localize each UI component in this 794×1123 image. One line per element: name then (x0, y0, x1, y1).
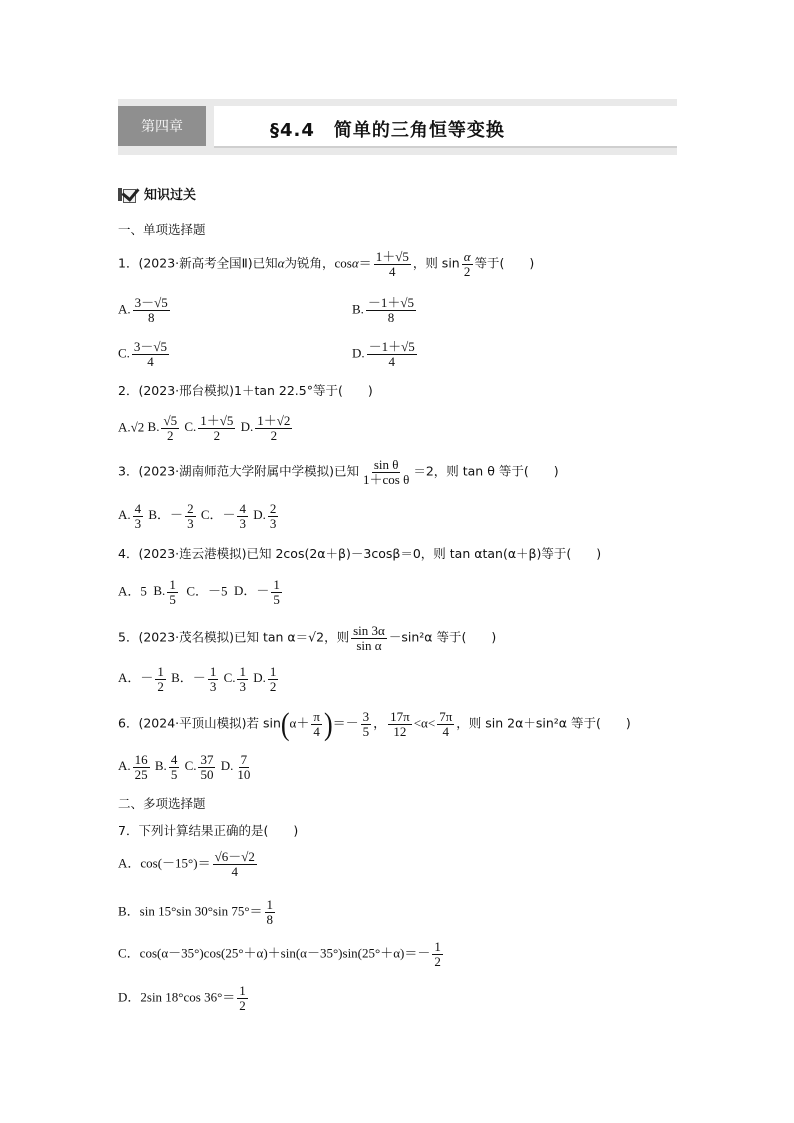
question-1-option-c[interactable]: C. $\frac{3-√5}{4}$ (118, 339, 168, 369)
question-2-option-b[interactable]: B. $\frac{√5}{2}$ (147, 413, 178, 443)
question-7-option-a[interactable]: A．cos(－15°)＝ $\frac{√6-√2}{4}$ (118, 849, 255, 879)
question-6-stem: 6．(2024·平顶山模拟)若 sin(α＋ $\frac{\pi}{4}$ )＝－ $\frac{3}{5}$ ， $\frac{17\pi}{12}$ <α< $\frac{7\pi}{4}$ ，则 sin 2α＋sin²α 等于( ) (118, 706, 631, 742)
checklist-icon (118, 186, 136, 202)
question-4-option-d[interactable]: D．－ $\frac{1}{5}$ (233, 577, 280, 607)
question-2-option-c[interactable]: C. $\frac{1+√5}{2}$ (184, 413, 234, 443)
question-5-option-b[interactable]: B．－ $\frac{1}{3}$ (171, 664, 217, 694)
question-4-option-b[interactable]: B. $\frac{1}{5}$ (153, 577, 176, 607)
question-3-option-c[interactable]: C．－ $\frac{4}{3}$ (200, 501, 246, 531)
question-5-option-a[interactable]: A．－ $\frac{1}{2}$ (118, 664, 164, 694)
question-1-option-d[interactable]: D. $\frac{-1+√5}{4}$ (352, 339, 415, 369)
question-6-option-d[interactable]: D. $\frac{7}{10}$ (220, 752, 251, 782)
question-3-options (118, 502, 280, 531)
part-multi-choice: 二、多项选择题 (118, 796, 206, 811)
section-heading (118, 184, 196, 203)
question-6-options (118, 753, 254, 782)
question-2-option-d[interactable]: D. $\frac{1+√2}{2}$ (240, 413, 291, 443)
question-4-stem: 4．(2023·连云港模拟)已知 2cos(2α＋β)－3cosβ＝0，则 tan αtan(α＋β)等于( ) (118, 546, 602, 561)
question-7-option-d[interactable]: D．2sin 18°cos 36°＝ $\frac{1}{2}$ (118, 983, 246, 1013)
question-7-option-b[interactable]: B．sin 15°sin 30°sin 75°＝ $\frac{1}{8}$ (118, 897, 274, 927)
chapter-tab: 第四章 (118, 106, 206, 146)
question-5-option-c[interactable]: C. $\frac{1}{3}$ (223, 664, 246, 694)
question-3-stem: 3．(2023·湖南师范大学附属中学模拟)已知 $\frac{\text{sin θ}}{\text{1＋cos θ}}$ ＝2，则 tan θ 等于( ) (118, 457, 559, 487)
question-1-option-b[interactable]: B. $\frac{-1+√5}{8}$ (352, 295, 415, 325)
question-1-option-a[interactable]: A. $\frac{3-√5}{8}$ (118, 295, 168, 325)
question-4-option-c[interactable]: C．－5 (186, 583, 228, 599)
question-2-stem: 2．(2023·邢台模拟)1＋tan 22.5°等于( ) (118, 383, 373, 398)
question-6-option-a[interactable]: A. $\frac{16}{25}$ (118, 752, 148, 782)
page-title: §4.4 简单的三角恒等变换 (270, 120, 505, 141)
question-4-options (118, 578, 284, 607)
question-7-stem: 7．下列计算结果正确的是( ) (118, 823, 299, 838)
question-3-option-d[interactable]: D. $\frac{2}{3}$ (253, 501, 277, 531)
question-6-option-c[interactable]: C. $\frac{37}{50}$ (184, 752, 214, 782)
question-3-option-a[interactable]: A. $\frac{4}{3}$ (118, 501, 142, 531)
section-title: 知识过关 (144, 188, 197, 203)
part-single-choice: 一、单项选择题 (118, 222, 206, 237)
question-2-option-a[interactable]: A.√2 (118, 419, 145, 435)
question-1-stem: 1．(2023·新高考全国Ⅱ)已知α为锐角，cosα＝ $\frac{1+√5}{4}$ ，则 sin $\frac{\alpha}{2}$ 等于( ) (118, 249, 535, 279)
question-6-option-b[interactable]: B. $\frac{4}{5}$ (154, 752, 178, 782)
question-5-stem: 5．(2023·茂名模拟)已知 tan α＝√2，则 $\frac{\sin 3\alpha}{\text{sin α}}$ －sin²α 等于( ) (118, 623, 497, 653)
question-4-option-a[interactable]: A．5 (118, 583, 147, 599)
question-2-options (118, 414, 294, 443)
question-3-option-b[interactable]: B．－ $\frac{2}{3}$ (148, 501, 194, 531)
question-5-option-d[interactable]: D. $\frac{1}{2}$ (253, 664, 277, 694)
question-7-option-c[interactable]: C．cos(α－35°)cos(25°＋α)＋sin(α－35°)sin(25°＋α)＝－ $\frac{1}{2}$ (118, 939, 441, 969)
question-5-options (118, 665, 280, 694)
